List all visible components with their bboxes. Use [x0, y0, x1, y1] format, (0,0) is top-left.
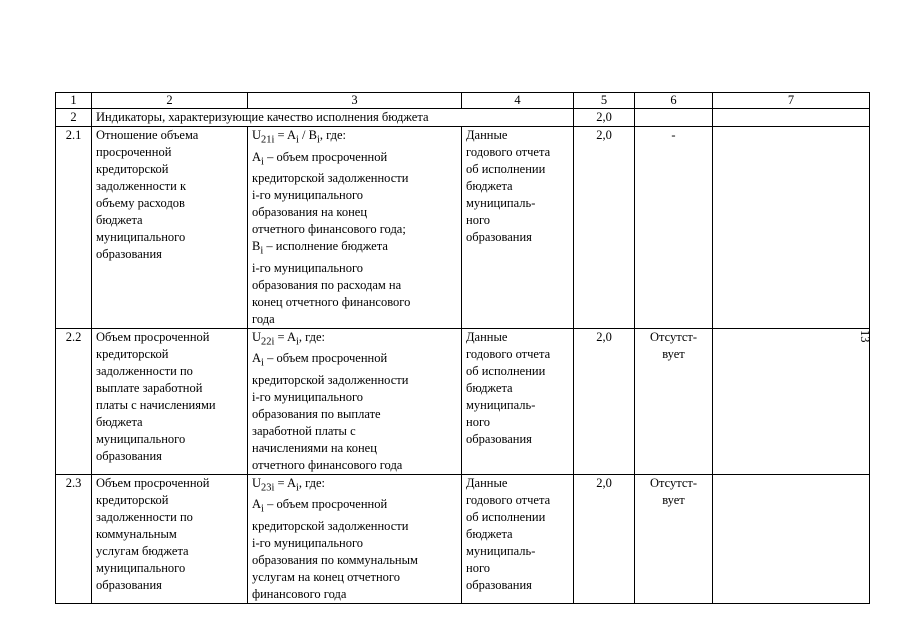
text-line: коммунальным [96, 526, 177, 541]
weight-value: 2,0 [574, 127, 635, 329]
header-cell: 7 [713, 93, 870, 109]
text-line: задолженности по [96, 509, 193, 524]
formula-cell [248, 127, 462, 329]
col7-value [713, 127, 870, 329]
text-line: муниципального [96, 560, 186, 575]
text-line: образования [96, 247, 162, 261]
page-number: 13 [858, 330, 872, 343]
col7-value [713, 328, 870, 474]
text-line: Объем просроченной [96, 329, 210, 344]
text-line: начислениями на конец [252, 440, 377, 455]
table-row [56, 474, 870, 603]
text-line: образования [466, 577, 532, 592]
text-line: Отсутст- [649, 329, 698, 344]
header-cell: 5 [574, 93, 635, 109]
table-row [56, 127, 870, 329]
col7-value [713, 474, 870, 603]
indicator-name [92, 328, 248, 474]
text-line: $A_i$ – объем просроченной [252, 149, 388, 167]
text-line: об исполнении [466, 509, 546, 524]
text-line: i-го муниципального [252, 535, 364, 550]
col6-value [635, 474, 713, 603]
data-source [462, 127, 574, 329]
text-line: образования по выплате [252, 406, 381, 421]
row-number: 2.1 [56, 127, 92, 329]
text-line: i-го муниципального [252, 260, 364, 275]
text-line: муниципаль- [466, 397, 536, 412]
section-title: Индикаторы, характеризующие качество исполнения бюджета [92, 109, 574, 127]
section-col7 [713, 109, 870, 127]
text-line: i-го муниципального [252, 188, 364, 202]
text-line: Данные [466, 329, 508, 344]
indicator-name [92, 474, 248, 603]
table-row [56, 328, 870, 474]
text-line: задолженности по [96, 363, 193, 378]
text-line: Данные [466, 128, 508, 142]
text-line: годового отчета [466, 346, 551, 361]
text-line: образования по коммунальным [252, 552, 418, 567]
text-line: годового отчета [466, 492, 551, 507]
text-line: $A_i$ – объем просроченной [252, 497, 388, 515]
text-line: об исполнении [466, 162, 546, 176]
text-line: просроченной [96, 145, 172, 159]
text-line: года [252, 311, 275, 326]
header-cell: 4 [462, 93, 574, 109]
text-line: финансового года [252, 586, 347, 601]
text-line: услугам на конец отчетного [252, 569, 400, 584]
text-line: кредиторской [96, 346, 169, 361]
text-line: кредиторской [96, 492, 169, 507]
text-line: муниципального [96, 431, 186, 446]
text-line: образования по расходам на [252, 277, 402, 292]
text-line: ного [466, 213, 491, 227]
text-line: заработной платы с [252, 423, 356, 438]
text-line: $B_i$ – исполнение бюджета [252, 239, 388, 257]
text-line: образования [96, 577, 162, 592]
header-cell: 3 [248, 93, 462, 109]
text-line: об исполнении [466, 363, 546, 378]
indicator-table [55, 92, 870, 604]
header-cell: 6 [635, 93, 713, 109]
section-row [56, 109, 870, 127]
text-line: кредиторской задолженности [252, 518, 409, 533]
text-line: образования [466, 431, 532, 446]
text-line: образования [96, 448, 162, 463]
text-line: бюджета [96, 213, 143, 227]
col6-value [635, 328, 713, 474]
text-line: бюджета [466, 380, 513, 395]
weight-value: 2,0 [574, 328, 635, 474]
text-line: вует [662, 492, 685, 507]
text-line: Объем просроченной [96, 475, 210, 490]
weight-value: 2,0 [574, 474, 635, 603]
data-source [462, 328, 574, 474]
text-line: кредиторской задолженности [252, 372, 409, 387]
row-number: 2.3 [56, 474, 92, 603]
header-cell: 2 [92, 93, 248, 109]
text-line: бюджета [466, 526, 513, 541]
text-line: услугам бюджета [96, 543, 189, 558]
text-line: выплате заработной [96, 380, 203, 395]
text-line: $A_i$ – объем просроченной [252, 351, 388, 369]
section-weight: 2,0 [574, 109, 635, 127]
text-line: платы с начислениями [96, 397, 216, 412]
indicator-name [92, 127, 248, 329]
text-line: отчетного финансового года [252, 457, 403, 472]
header-cell: 1 [56, 93, 92, 109]
formula-cell [248, 328, 462, 474]
formula-line: $U_{21i} = A_i / B_i$, где: [252, 128, 346, 146]
text-line: ного [466, 560, 491, 575]
formula-line: $U_{23i} = A_i$, где: [252, 475, 326, 493]
header-row [56, 93, 870, 109]
text-line: конец отчетного финансового [252, 294, 411, 309]
text-line: муниципального [96, 230, 186, 244]
text-line: муниципаль- [466, 543, 536, 558]
text-line: кредиторской задолженности [252, 171, 409, 185]
text-line: Данные [466, 475, 508, 490]
formula-cell [248, 474, 462, 603]
section-col6 [635, 109, 713, 127]
text-line: годового отчета [466, 145, 551, 159]
text-line: задолженности к [96, 179, 187, 193]
text-line: отчетного финансового года; [252, 222, 406, 236]
formula-line: $U_{22i} = A_i$, где: [252, 329, 326, 347]
text-line: Отсутст- [649, 475, 698, 490]
text-line: образования на конец [252, 205, 368, 219]
data-source [462, 474, 574, 603]
section-number: 2 [56, 109, 92, 127]
text-line: образования [466, 230, 532, 244]
text-line: объему расходов [96, 196, 185, 210]
text-line: бюджета [96, 414, 143, 429]
text-line: i-го муниципального [252, 389, 364, 404]
text-line: бюджета [466, 179, 513, 193]
row-number: 2.2 [56, 328, 92, 474]
col6-value: - [635, 127, 713, 329]
text-line: кредиторской [96, 162, 169, 176]
text-line: ного [466, 414, 491, 429]
text-line: муниципаль- [466, 196, 536, 210]
text-line: Отношение объема [96, 128, 199, 142]
text-line: вует [662, 346, 685, 361]
